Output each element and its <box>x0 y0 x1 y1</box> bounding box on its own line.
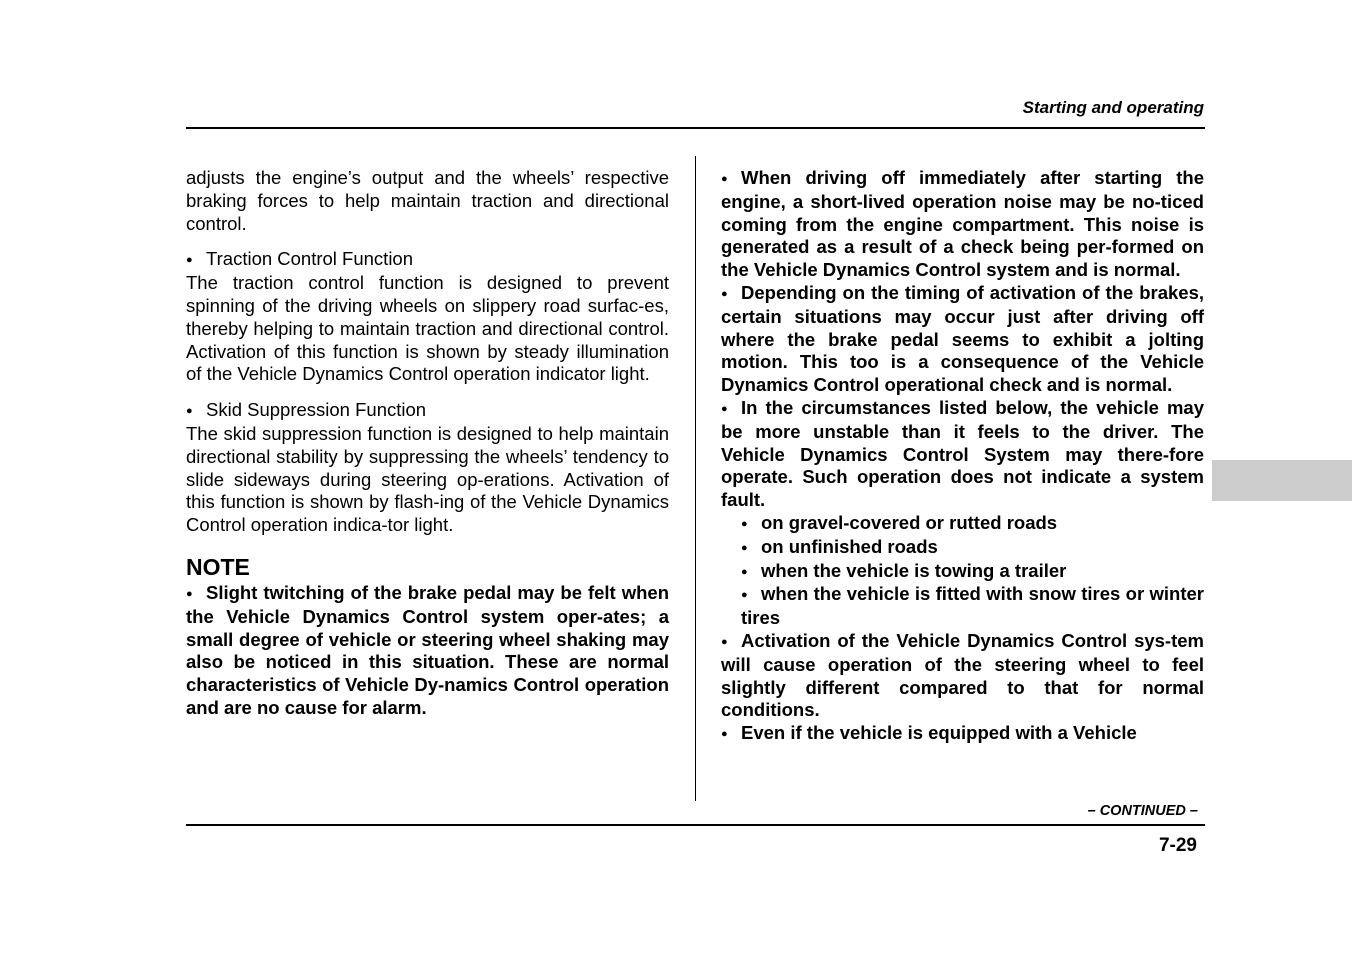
column-divider <box>695 156 696 801</box>
condition-item-text: on gravel-covered or rutted roads <box>761 511 1058 533</box>
caution-bullet <box>721 630 1204 722</box>
left-column <box>186 167 669 720</box>
caution-bullet-text: Depending on the timing of activation of the brakes, certain situations may occur just after driving off where the brake pedal seems to exhibit a jolting motion. This too is a consequence of the Vehicle Dynamics Control operational check and is normal. <box>721 281 1204 396</box>
caution-bullet-text: Activation of the Vehicle Dynamics Control sys-tem will cause operation of the steering wheel to feel slightly different compared to that for normal conditions. <box>721 629 1204 721</box>
note-text <box>186 582 669 720</box>
bullet-dot: ● <box>721 635 728 648</box>
skid-heading <box>186 399 669 423</box>
condition-item-text: when the vehicle is towing a trailer <box>761 559 1067 581</box>
condition-item <box>741 583 1204 630</box>
note-heading: NOTE <box>186 553 250 580</box>
condition-item <box>741 512 1204 536</box>
traction-body: The traction control function is designed to prevent spinning of the driving wheels on slippery road surfac-es, thereby helping to maintain traction and directional control. Activation of this function is shown by steady illumination of the Vehicle Dynamics Control operation indicator light. <box>186 272 669 385</box>
traction-heading-text: Traction Control Function <box>206 248 414 270</box>
footer-rule <box>186 824 1205 826</box>
intro-paragraph: adjusts the engine’s output and the wheels’ respective braking forces to help maintain traction and directional control. <box>186 167 669 234</box>
bullet-dot: ● <box>721 728 728 741</box>
page-number: 7-29 <box>1158 835 1197 856</box>
condition-item <box>741 560 1204 584</box>
condition-item-text: when the vehicle is fitted with snow tires or winter tires <box>741 583 1204 629</box>
bullet-dot: ● <box>741 517 748 530</box>
bullet-dot: ● <box>186 254 193 267</box>
header-rule <box>186 127 1205 129</box>
bullet-dot: ● <box>741 565 748 578</box>
conditions-list <box>721 512 1204 630</box>
bullet-dot: ● <box>186 587 193 600</box>
condition-item <box>741 536 1204 560</box>
section-title: Starting and operating <box>1022 98 1204 117</box>
caution-bullet <box>721 282 1204 397</box>
caution-bullet <box>721 167 1204 282</box>
traction-heading <box>186 248 669 272</box>
condition-item-text: on unfinished roads <box>761 535 938 557</box>
caution-bullet <box>721 722 1204 746</box>
caution-bullet-text: Even if the vehicle is equipped with a Vehicle <box>741 722 1137 744</box>
continued-label: – CONTINUED – <box>1087 803 1198 819</box>
caution-bullet-text: In the circumstances listed below, the vehicle may be more unstable than it feels to the driver. The Vehicle Dynamics Control System may there-fore operate. Such operation does not indicate a system fault. <box>721 396 1204 511</box>
bullet-dot: ● <box>741 541 748 554</box>
bullet-dot: ● <box>186 405 193 418</box>
right-column <box>721 167 1204 746</box>
caution-bullet <box>721 397 1204 512</box>
skid-body: The skid suppression function is designed to help maintain directional stability by suppressing the wheels’ tendency to slide sideways during steering op-erations. Activation of this function is shown by flash-ing of the Vehicle Dynamics Control operation indica-tor light. <box>186 422 669 536</box>
caution-bullet-text: When driving off immediately after starting the engine, a short-lived operation noise may be no-ticed coming from the engine compartment. This noise is generated as a result of a check being per-formed on the Vehicle Dynamics Control system and is normal. <box>721 167 1204 281</box>
chapter-tab-marker <box>1212 460 1352 501</box>
bullet-dot: ● <box>721 173 728 185</box>
bullet-dot: ● <box>721 287 728 300</box>
bullet-dot: ● <box>741 589 748 602</box>
skid-heading-text: Skid Suppression Function <box>206 399 427 421</box>
bullet-dot: ● <box>721 402 728 415</box>
note-text-body: Slight twitching of the brake pedal may be felt when the Vehicle Dynamics Control system oper-ates; a small degree of vehicle or steering wheel shaking may also be noticed in this situation. These are normal characteristics of Vehicle Dy-namics Control operation and are no cause for alarm. <box>186 581 669 718</box>
